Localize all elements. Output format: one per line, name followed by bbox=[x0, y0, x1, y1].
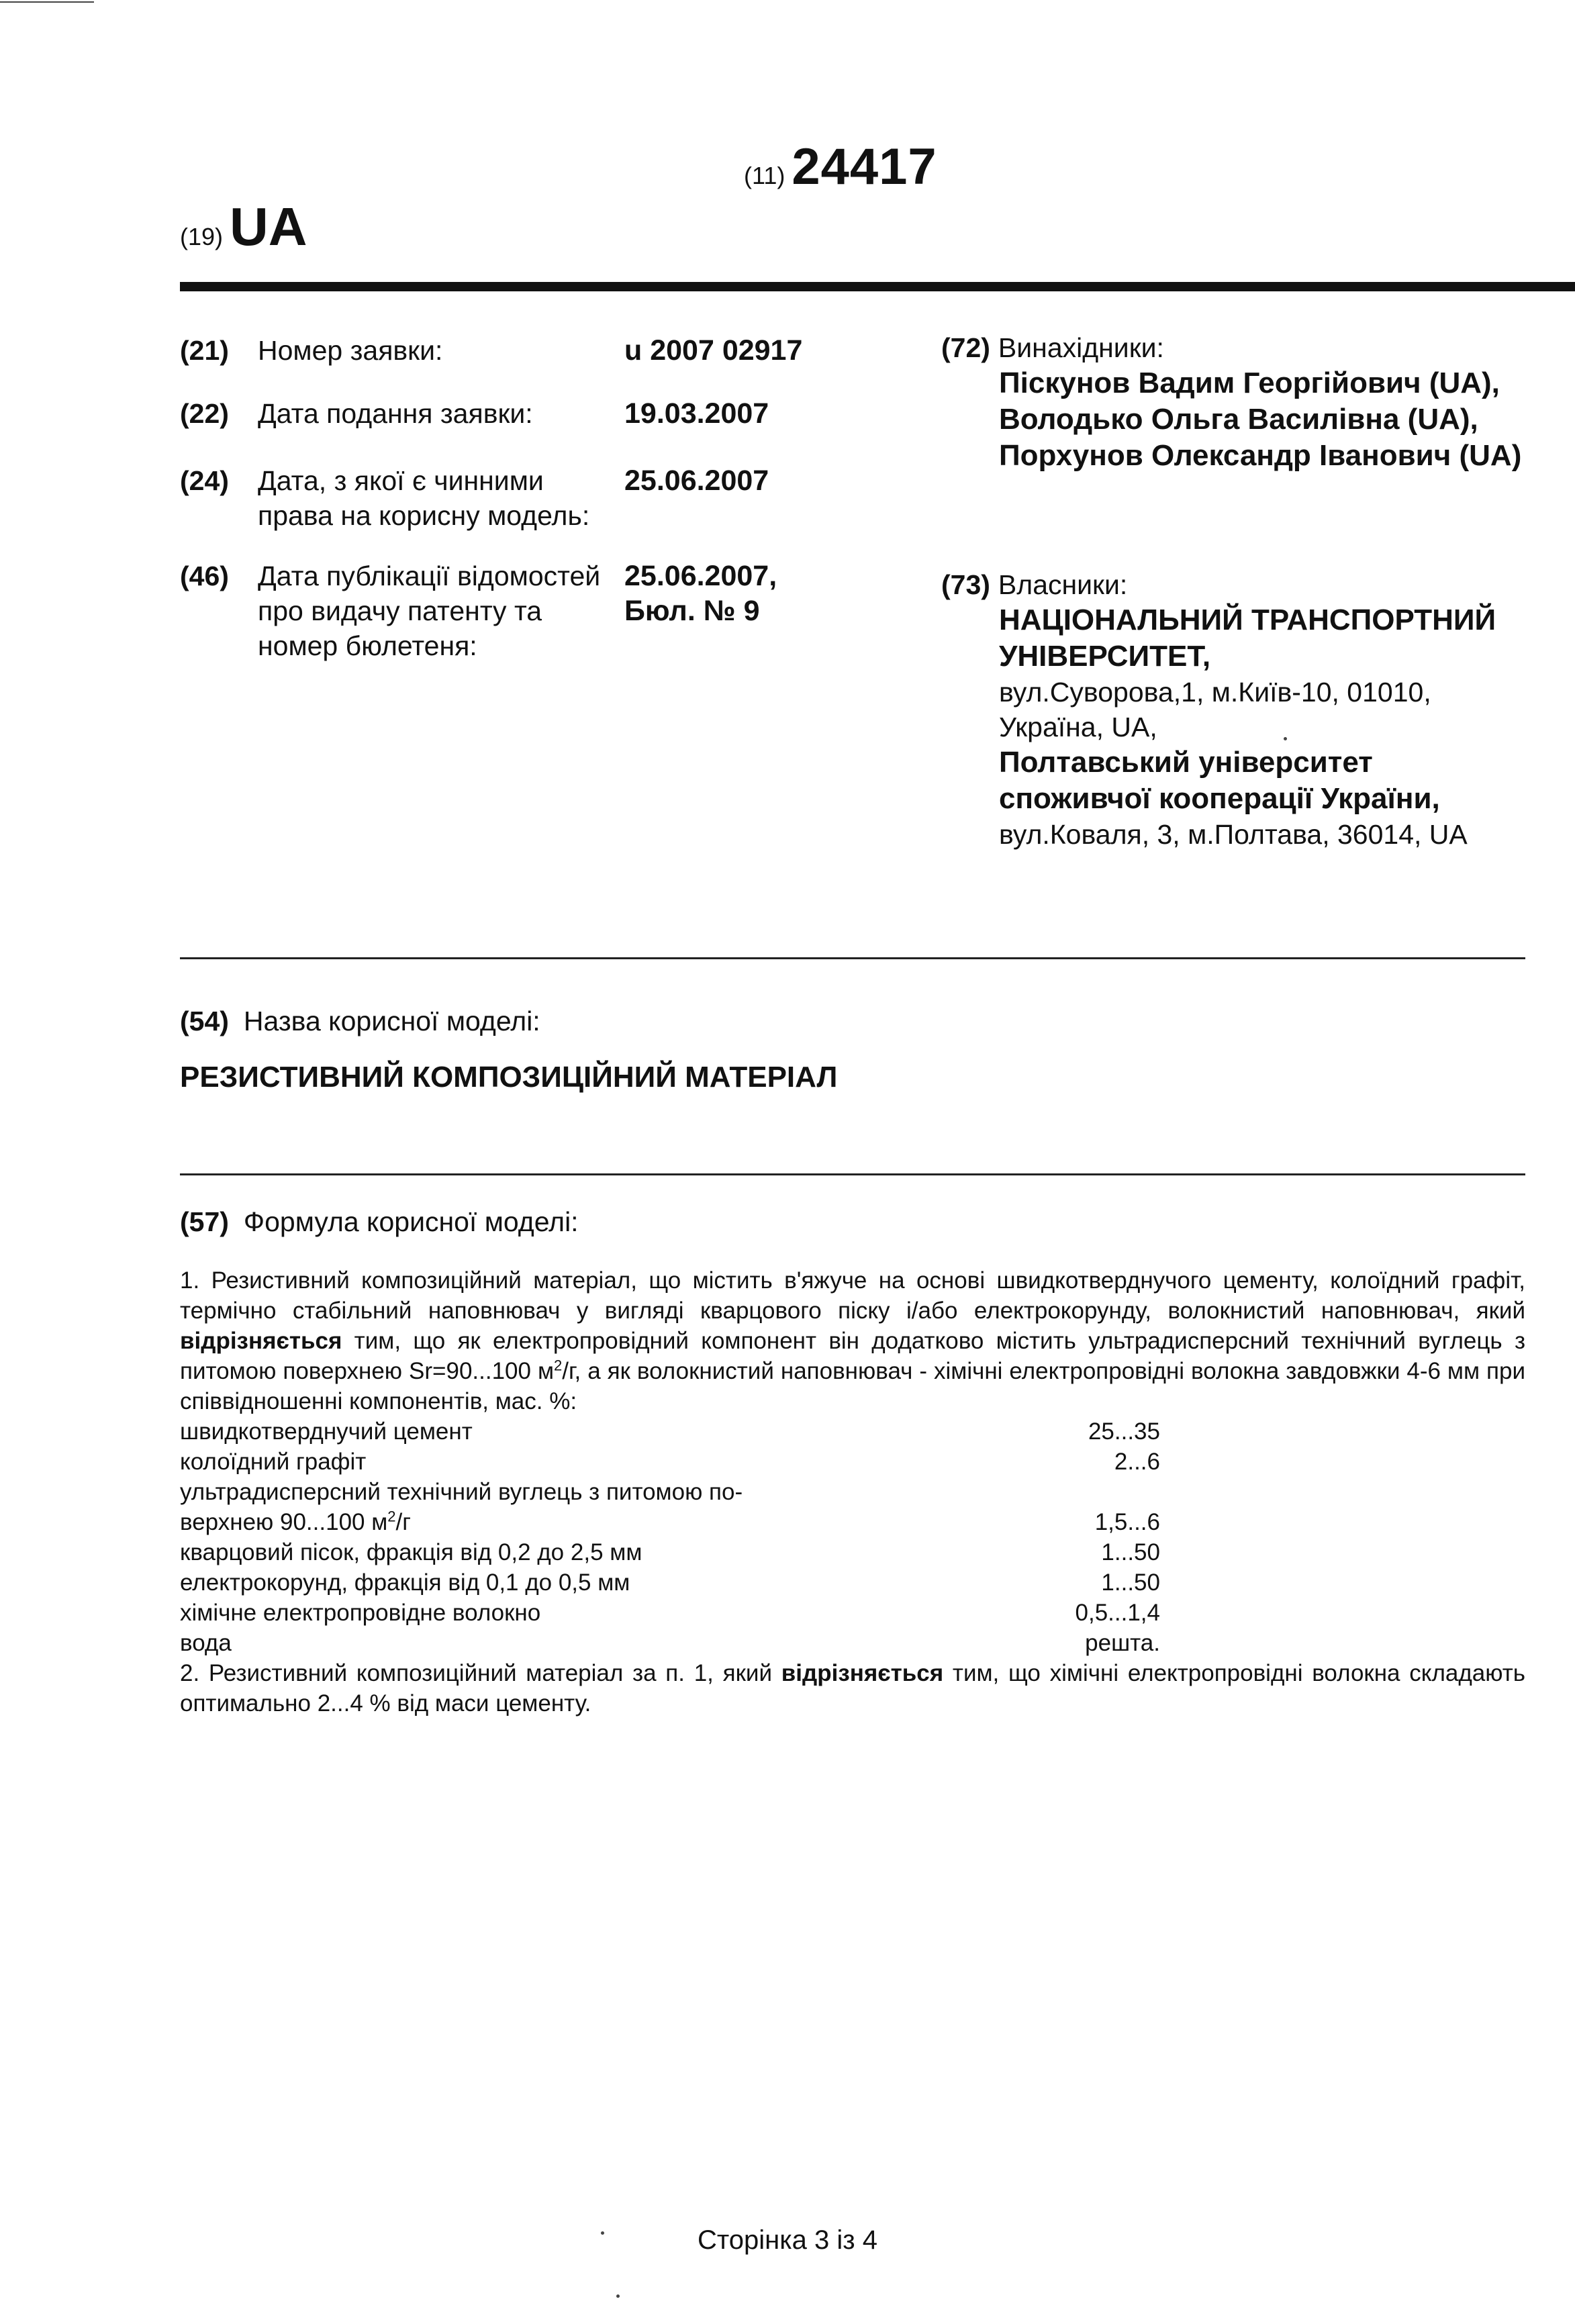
scan-speck bbox=[1284, 737, 1287, 740]
inid-code-72: (72) bbox=[941, 332, 990, 363]
title-section-label: Назва корисної моделі: bbox=[243, 1006, 540, 1036]
biblio-value: 25.06.2007, Бюл. № 9 bbox=[624, 560, 777, 627]
biblio-num: (21) bbox=[180, 335, 229, 366]
section-divider bbox=[180, 957, 1525, 959]
component-row: колоїдний графіт 2...6 bbox=[180, 1449, 1160, 1475]
component-row: ультрадисперсний технічний вуглець з питомою по- bbox=[180, 1479, 743, 1505]
biblio-row-24 bbox=[180, 463, 769, 533]
component-row: вода решта. bbox=[180, 1630, 1160, 1656]
biblio-value: 19.03.2007 bbox=[624, 397, 769, 430]
header-divider bbox=[180, 282, 1575, 291]
inid-code-54: (54) bbox=[180, 1006, 229, 1036]
component-row: кварцовий пісок, фракція від 0,2 до 2,5 мм 1...50 bbox=[180, 1539, 1160, 1565]
biblio-label: Номер заявки: bbox=[258, 335, 443, 366]
owner-name: НАЦІОНАЛЬНИЙ ТРАНСПОРТНИЙ УНІВЕРСИТЕТ, bbox=[999, 603, 1496, 673]
component-row: верхнею 90...100 $м^2/г$ 1,5...6 bbox=[180, 1508, 1160, 1535]
biblio-value: u 2007 02917 bbox=[624, 334, 803, 367]
claim-2: 2. Резистивний композиційний матеріал за п. 1, який відрізняється тим, що хімічні електропровідні волокна складають оптимально 2...4 % від маси цементу. bbox=[180, 1660, 1525, 1716]
title-section-heading bbox=[180, 1006, 540, 1037]
owners-label: Власники: bbox=[998, 569, 1128, 600]
inventors-label: Винахідники: bbox=[998, 332, 1164, 363]
biblio-num: (24) bbox=[180, 465, 229, 496]
biblio-label: Дата подання заявки: bbox=[258, 398, 533, 429]
claims-section-label: Формула корисної моделі: bbox=[243, 1206, 579, 1237]
owners-block bbox=[941, 567, 1532, 852]
patent-number: 24417 bbox=[792, 138, 937, 195]
publication-number bbox=[744, 138, 937, 196]
inid-code-11: (11) bbox=[744, 162, 785, 189]
biblio-num: (22) bbox=[180, 398, 229, 429]
scan-speck bbox=[601, 2231, 604, 2235]
inventor-name: Володько Ольга Василівна (UA), bbox=[999, 403, 1478, 436]
biblio-value: 25.06.2007 bbox=[624, 465, 769, 497]
component-row: швидкотверднучий цемент 25...35 bbox=[180, 1418, 1160, 1445]
biblio-label: Дата публікації відомостей про видачу патенту та номер бюлетеня: bbox=[258, 561, 601, 661]
component-row: електрокорунд, фракція від 0,1 до 0,5 мм 1...50 bbox=[180, 1569, 1160, 1596]
claims-section-heading bbox=[180, 1206, 579, 1238]
inventor-name: Піскунов Вадим Георгійович (UA), bbox=[999, 367, 1500, 399]
scan-edge-line bbox=[0, 1, 94, 3]
inid-code-73: (73) bbox=[941, 569, 990, 600]
owner-address: вул.Суворова,1, м.Київ-10, 01010, Україна, UA, bbox=[999, 677, 1431, 742]
inid-code-57: (57) bbox=[180, 1206, 229, 1237]
scan-speck bbox=[616, 2294, 620, 2298]
country-block bbox=[180, 196, 307, 258]
claims-text bbox=[180, 1265, 1525, 1718]
owner-address: вул.Коваля, 3, м.Полтава, 36014, UA bbox=[999, 819, 1468, 850]
biblio-row-22 bbox=[180, 396, 769, 431]
biblio-num: (46) bbox=[180, 561, 229, 591]
biblio-row-21 bbox=[180, 333, 802, 368]
inid-code-19: (19) bbox=[180, 223, 224, 250]
component-row: хімічне електропровідне волокно 0,5...1,4 bbox=[180, 1600, 1160, 1626]
utility-model-title: РЕЗИСТИВНИЙ КОМПОЗИЦІЙНИЙ МАТЕРІАЛ bbox=[180, 1061, 838, 1094]
page-number: Сторінка 3 із 4 bbox=[698, 2225, 877, 2255]
claim-1: 1. Резистивний композиційний матеріал, що містить в'яжуче на основі швидкотверднучого цементу, колоїдний графіт, термічно стабільний наповнювач у вигляді кварцового піску і/або електрокорунду, волокнистий наповнювач, який відрізняється тим, що як електропровідний компонент він додатково містить ультрадисперсний технічний вуглець з питомою поверхнею Sr=90...100 $м^2/г$, а як волокнистий наповнювач - хімічні електропровідні волокна завдовжки 4-6 мм при співвідношенні компонентів, мас. %: bbox=[180, 1267, 1525, 1414]
biblio-row-46 bbox=[180, 559, 799, 663]
inventor-name: Порхунов Олександр Іванович (UA) bbox=[999, 439, 1522, 472]
country-code: UA bbox=[230, 197, 307, 256]
inventors-block bbox=[941, 330, 1532, 474]
section-divider bbox=[180, 1173, 1525, 1175]
biblio-label: Дата, з якої є чинними права на корисну модель: bbox=[258, 465, 590, 531]
owner-name: Полтавський університет споживчої кооперації України, bbox=[999, 746, 1440, 815]
